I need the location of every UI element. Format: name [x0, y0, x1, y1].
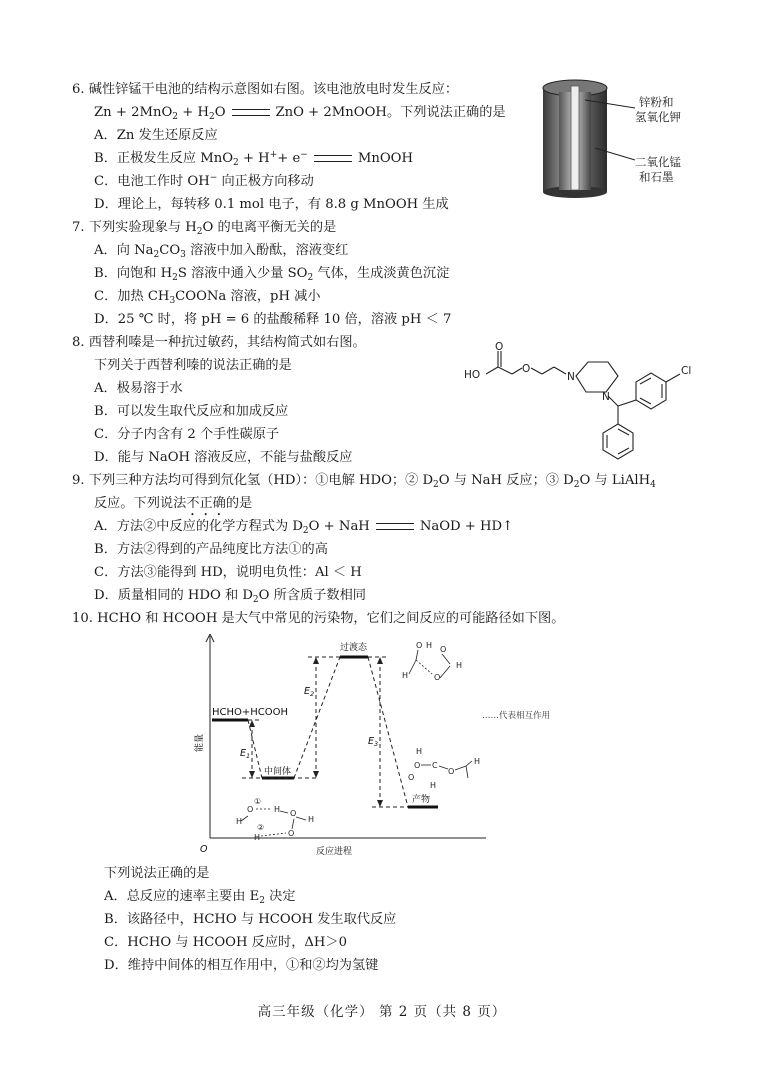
- q7-option-a: A．向 $Na_2CO_3$ 溶液中加入酚酞，溶液变红: [94, 243, 349, 260]
- q10-option-c: C．HCHO 与 HCOOH 反应时，ΔH＞0: [104, 935, 348, 950]
- q6-option-a: A．Zn 发生还原反应: [94, 128, 218, 143]
- struct-label-o-ether: O: [522, 363, 531, 375]
- struct-label-ho: HO: [464, 369, 481, 381]
- equals-bar: [314, 155, 352, 162]
- q9-stem2: 反应。下列说法不正确的是: [94, 496, 253, 511]
- label-x-axis: 反应进程: [316, 847, 353, 857]
- label-product: 产物: [412, 795, 431, 805]
- q7-option-c: C．加热 $CH_3COONa$ 溶液，pH 减小: [94, 289, 321, 306]
- q10-option-b: B．该路径中，HCHO 与 HCOOH 发生取代反应: [104, 912, 397, 927]
- label-origin: O: [200, 844, 208, 855]
- struct-label-o-carbonyl: O: [495, 341, 504, 353]
- label-e1: $E_1$: [240, 748, 251, 760]
- battery-label-koh: 氢氧化钾: [635, 110, 681, 124]
- svg-text:H: H: [402, 671, 409, 680]
- svg-text:H: H: [416, 747, 423, 756]
- svg-text:H: H: [430, 781, 437, 790]
- label-intermediate: 中间体: [264, 767, 292, 777]
- svg-text:O: O: [288, 829, 295, 838]
- svg-text:O: O: [247, 805, 254, 814]
- label-e2: $E_2$: [304, 686, 315, 698]
- q10-stem2: 下列说法正确的是: [104, 866, 210, 881]
- legend-interaction: ……代表相互作用: [482, 711, 551, 721]
- q10-option-a: A．总反应的速率主要由 $E_2$ 决定: [104, 889, 296, 906]
- q9-option-d: D．质量相同的 HDO 和 $D_2O$ 所含质子数相同: [94, 588, 366, 605]
- q8-stem: 8. 西替利嗪是一种抗过敏药，其结构简式如右图。: [72, 335, 366, 350]
- svg-text:O: O: [440, 645, 447, 654]
- q9-option-c: C．方法③能得到 HD，说明电负性：Al ＜ H: [94, 565, 362, 580]
- q8-option-d: D．能与 NaOH 溶液反应，不能与盐酸反应: [94, 450, 353, 465]
- svg-text:O: O: [290, 809, 297, 818]
- svg-text:②: ②: [257, 823, 265, 832]
- svg-text:O: O: [416, 641, 423, 650]
- svg-text:O: O: [448, 767, 455, 776]
- label-reactants: HCHO+HCOOH: [212, 707, 289, 718]
- svg-text:H: H: [236, 817, 243, 826]
- q7-option-b: B．向饱和 $H_2S$ 溶液中通入少量 $SO_2$ 气体，生成淡黄色沉淀: [94, 266, 450, 283]
- label-y-axis: 能量: [195, 733, 205, 752]
- svg-text:H: H: [456, 661, 463, 670]
- battery-label-zinc: 锌粉和: [639, 95, 674, 109]
- svg-text:H: H: [308, 815, 315, 824]
- svg-text:①: ①: [254, 797, 262, 806]
- product-structure: [408, 747, 480, 790]
- battery-label-graphite: 和石墨: [639, 170, 674, 184]
- transition-state-structure: [402, 641, 462, 682]
- q6-stem: 6. 碱性锌锰干电池的结构示意图如右图。该电池放电时发生反应：: [72, 82, 459, 97]
- equals-bar: [232, 109, 270, 116]
- energy-diagram: [190, 628, 610, 860]
- struct-label-n1: N: [567, 371, 575, 383]
- q8-stem2: 下列关于西替利嗪的说法正确的是: [94, 358, 292, 373]
- svg-text:O: O: [414, 761, 421, 770]
- label-e3: $E_3$: [368, 736, 379, 748]
- page-footer: 高三年级（化学） 第 2 页（共 8 页）: [257, 1004, 507, 1020]
- q10-stem: 10. HCHO 和 HCOOH 是大气中常见的污染物，它们之间反应的可能路径如下图。: [72, 611, 565, 626]
- q9-stem: 9. 下列三种方法均可得到氘化氢（HD）：①电解 HDO；② $D_2O$ 与 NaH 反应；③ $D_2O$ 与 LiAlH$_4$: [72, 473, 656, 490]
- svg-text:H: H: [474, 757, 481, 766]
- battery-figure: [535, 78, 705, 200]
- svg-text:C: C: [432, 761, 438, 770]
- q6-option-d: D．理论上，每转移 0.1 mol 电子，有 8.8 g MnOOH 生成: [94, 197, 449, 212]
- svg-text:H: H: [274, 805, 281, 814]
- svg-text:O: O: [408, 773, 415, 782]
- q9-option-b: B．方法②得到的产品纯度比方法①的高: [94, 542, 328, 557]
- svg-text:H: H: [254, 833, 261, 842]
- battery-label-mno2: 二氧化锰: [635, 155, 681, 169]
- svg-text:H: H: [426, 641, 433, 650]
- label-transition-state: 过渡态: [340, 643, 368, 653]
- equals-bar: [376, 523, 414, 530]
- q8-option-a: A．极易溶于水: [94, 381, 183, 396]
- struct-label-cl: Cl: [681, 365, 692, 377]
- q7-option-d: D．25 ℃ 时，将 pH = 6 的盐酸稀释 10 倍，溶液 pH ＜ 7: [94, 312, 452, 327]
- q10-option-d: D．维持中间体的相互作用中，①和②均为氢键: [104, 958, 379, 973]
- q7-stem: 7. 下列实验现象与 $H_2O$ 的电离平衡无关的是: [72, 220, 337, 237]
- q6-option-b: B．正极发生反应 MnO$_2$ + H++ e− MnOOH: [94, 150, 413, 168]
- svg-text:O: O: [434, 673, 441, 682]
- emphasis-not-correct: 不正确: [186, 496, 226, 511]
- struct-label-n2: N: [602, 391, 610, 403]
- q9-option-a: A．方法②中反应的化学方程式为 $D_2O$ + NaH NaOD + HD↑: [94, 519, 514, 536]
- intermediate-structure: [236, 797, 314, 842]
- q6-option-c: C．电池工作时 OH− 向正极方向移动: [94, 173, 314, 189]
- q8-option-c: C．分子内含有 2 个手性碳原子: [94, 427, 280, 442]
- q6-equation: $Zn + 2MnO_2 + H_2O$ ZnO + 2MnOOH。下列说法正确的是: [94, 105, 506, 122]
- cetirizine-structure: [458, 338, 718, 468]
- q8-option-b: B．可以发生取代反应和加成反应: [94, 404, 289, 419]
